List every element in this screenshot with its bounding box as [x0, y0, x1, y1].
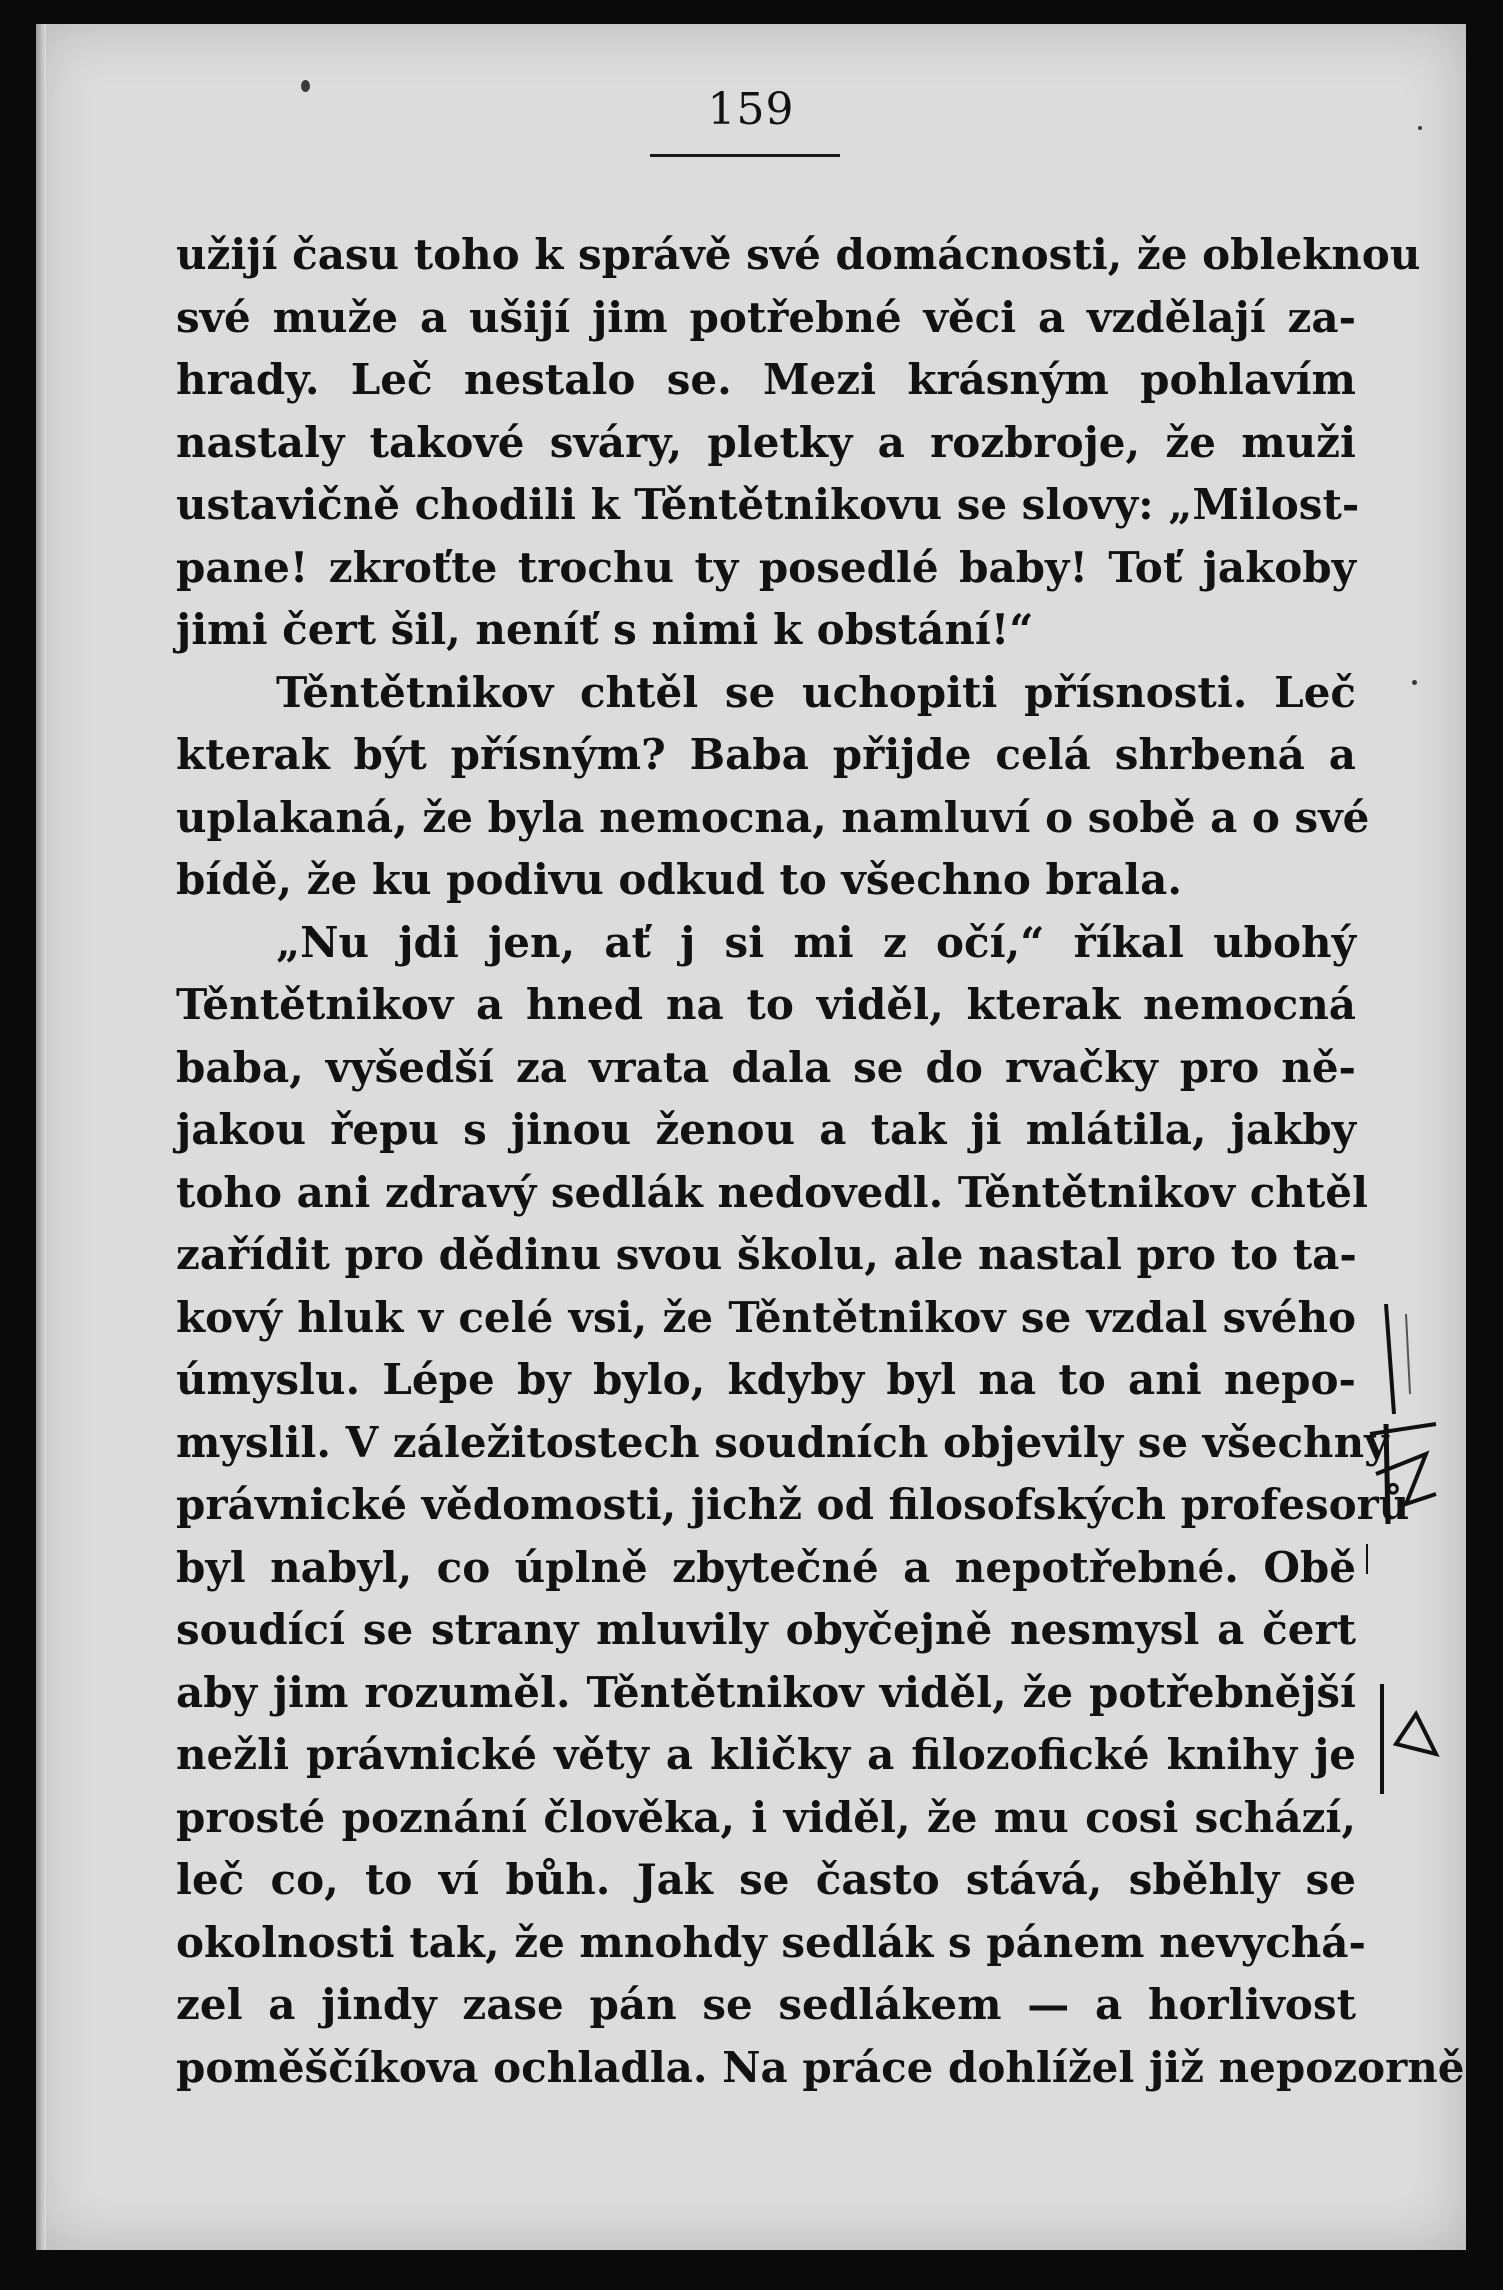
- text-line: pane! zkroťte trochu ty posedlé baby! Toť jakoby: [176, 542, 1356, 592]
- text-line: „Nu jdi jen, ať j si mi z očí,“ říkal ubohý: [276, 917, 1356, 967]
- handwritten-marginalia: [1366, 1304, 1476, 1824]
- page-number-rule: [650, 154, 840, 157]
- text-line: byl nabyl, co úplně zbytečné a nepotřebné. Obě: [176, 1542, 1356, 1592]
- body-text: [176, 224, 1465, 2099]
- text-line: ustavičně chodili k Těntětnikovu se slovy: „Milost-: [176, 480, 1360, 529]
- ink-speck: [1412, 680, 1417, 685]
- page-number: 159: [707, 84, 795, 135]
- text-line: právnické vědomosti, jichž od filosofských profesorů: [176, 1480, 1410, 1529]
- text-line: poměščíkova ochladla. Na práce dohlížel již nepozorně: [176, 2042, 1465, 2092]
- text-line: jimi čert šil, neníť s nimi k obstání!“: [176, 605, 1034, 654]
- ink-speck: [301, 80, 310, 92]
- text-line: toho ani zdravý sedlák nedovedl. Těntětnikov chtěl: [176, 1167, 1368, 1217]
- ink-speck: [1418, 126, 1422, 130]
- page-edge: [36, 24, 46, 2250]
- text-line: Těntětnikov a hned na to viděl, kterak nemocná: [176, 980, 1356, 1029]
- text-line: myslil. V záležitostech soudních objevily se všechny: [176, 1417, 1389, 1467]
- text-line: zel a jindy zase pán se sedlákem — a horlivost: [176, 1980, 1356, 2029]
- book-page: [36, 24, 1466, 2250]
- text-line: bídě, že ku podivu odkud to všechno brala.: [176, 855, 1182, 904]
- text-line: zařídit pro dědinu svou školu, ale nastal pro to ta-: [176, 1230, 1357, 1279]
- text-line: uplakaná, že byla nemocna, namluví o sobě a o své: [176, 792, 1370, 842]
- text-line: užijí času toho k správě své domácnosti, že obleknou: [176, 230, 1421, 279]
- text-line: nastaly takové sváry, pletky a rozbroje, že muži: [176, 417, 1356, 467]
- text-line: okolnosti tak, že mnohdy sedlák s pánem nevychá-: [176, 1917, 1366, 1967]
- text-line: kterak být přísným? Baba přijde celá shrbená a: [176, 730, 1356, 779]
- text-line: prosté poznání člověka, i viděl, že mu cosi schází,: [176, 1792, 1356, 1842]
- text-line: své muže a ušijí jim potřebné věci a vzdělají za-: [176, 292, 1356, 342]
- text-line: leč co, to ví bůh. Jak se často stává, sběhly se: [176, 1855, 1356, 1904]
- text-line: nežli právnické věty a kličky a filozofické knihy je: [176, 1730, 1356, 1779]
- text-line: jakou řepu s jinou ženou a tak ji mlátila, jakby: [176, 1105, 1356, 1154]
- text-line: baba, vyšedší za vrata dala se do rvačky pro ně-: [176, 1042, 1356, 1092]
- text-line: aby jim rozuměl. Těntětnikov viděl, že potřebnější: [176, 1667, 1356, 1717]
- text-line: kový hluk v celé vsi, že Těntětnikov se vzdal svého: [176, 1292, 1356, 1342]
- text-line: Těntětnikov chtěl se uchopiti přísnosti. Leč: [276, 667, 1356, 717]
- text-line: soudící se strany mluvily obyčejně nesmysl a čert: [176, 1605, 1356, 1654]
- text-line: úmyslu. Lépe by bylo, kdyby byl na to ani nepo-: [176, 1355, 1356, 1404]
- text-line: hrady. Leč nestalo se. Mezi krásným pohlavím: [176, 355, 1356, 404]
